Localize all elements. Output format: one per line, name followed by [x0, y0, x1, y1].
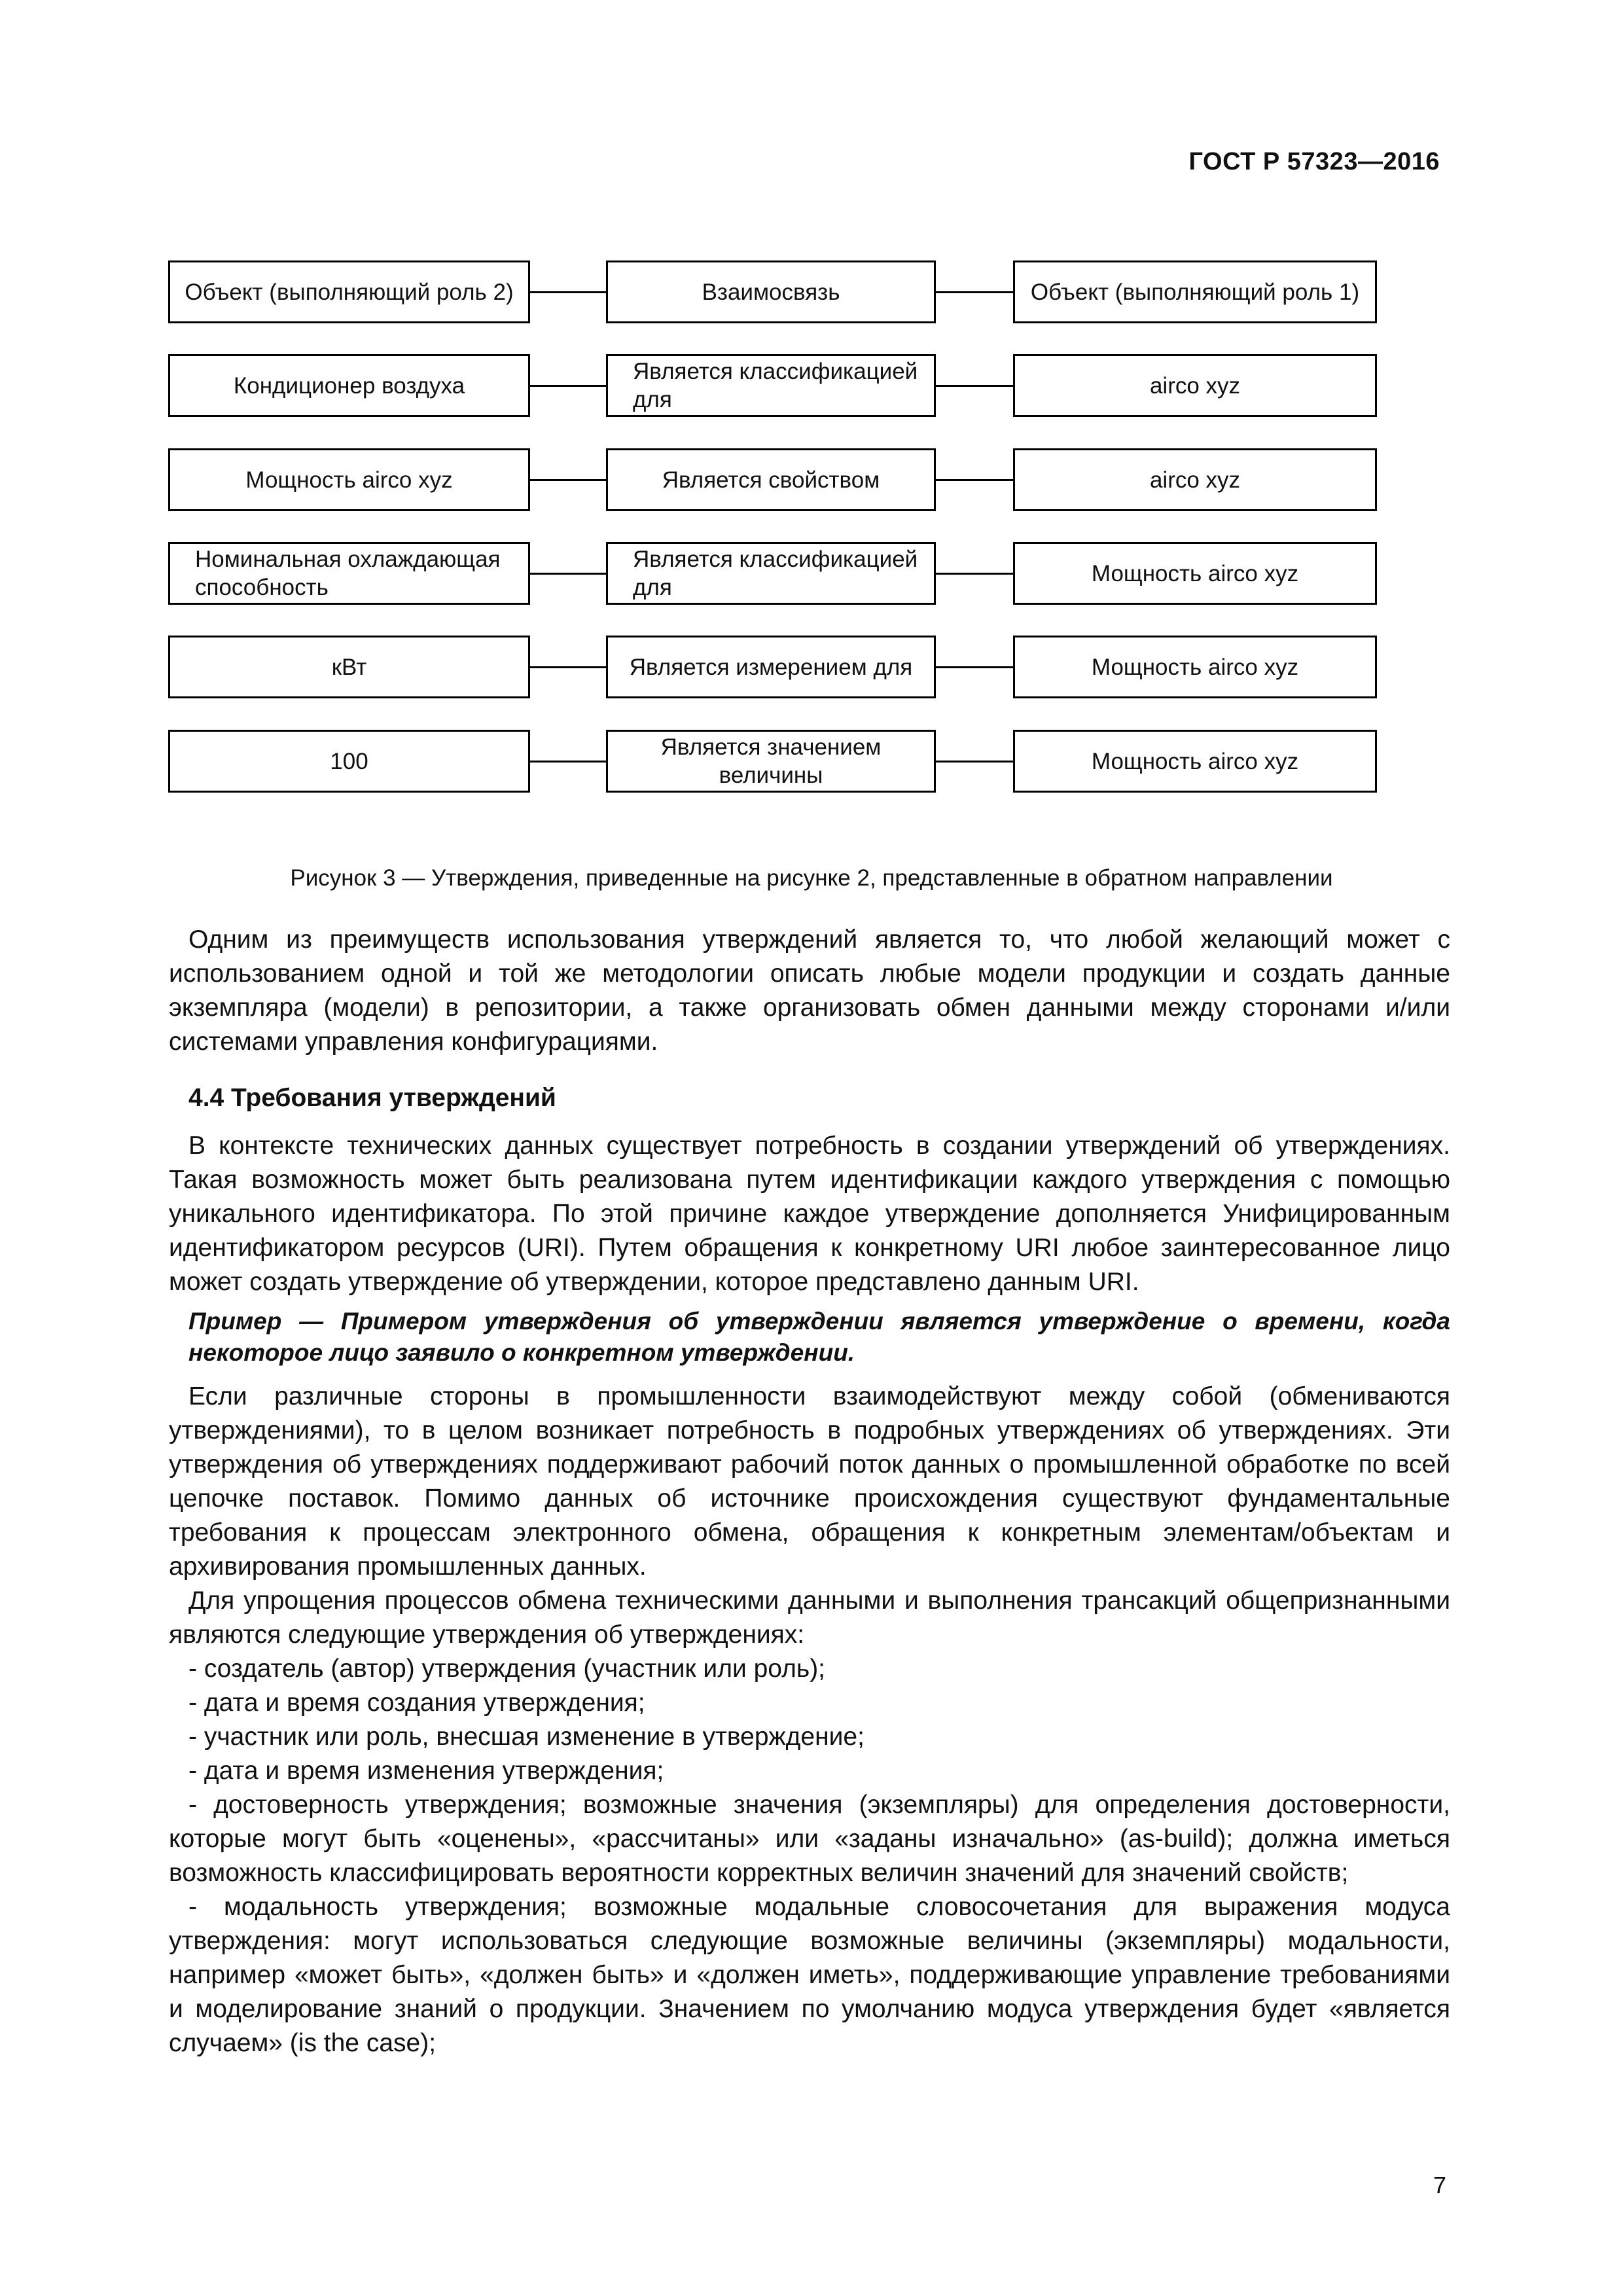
diagram-relation-box: Является классификацией для: [606, 354, 936, 417]
diagram-object-box: Мощность airco xyz: [1013, 636, 1377, 698]
list-item: - достоверность утверждения; возможные значения (экземпляры) для определения достоверности, которые могут быть «оценены», «рассчитаны» или «заданы изначально» (as-build); должна иметься возможность классифицировать вероятности корректных величин значений для значений свойств;: [169, 1791, 1450, 1887]
paragraph-block: [169, 1380, 1450, 2060]
connector-line: [934, 573, 1015, 575]
paragraph-text: Для упрощения процессов обмена техническими данными и выполнения трансакций общепризнанными являются следующие утверждения об утверждениях:: [169, 1587, 1450, 1649]
example-note: Пример — Примером утверждения об утверждении является утверждение о времени, когда некоторое лицо заявило о конкретном утверждении.: [188, 1308, 1450, 1366]
diagram-subject-box: Мощность airco xyz: [168, 448, 530, 511]
paragraph-text: Если различные стороны в промышленности взаимодействуют между собой (обмениваются утверждениями), то в целом возникает потребность в подробных утверждениях об утверждениях. Эти утверждения об утверждениях поддерживают рабочий поток данных о промышленной обработке по всей цепочке поставок. Помимо данных об источнике происхождения существуют фундаментальные требования к процессам электронного обмена, обращения к конкретным элементам/объектам и архивирования промышленных данных.: [169, 1382, 1450, 1581]
page-number: 7: [1433, 2172, 1446, 2198]
list-item: - модальность утверждения; возможные модальные словосочетания для выражения модуса утверждения: могут использоваться следующие возможные величины (экземпляры) модальности, например «может быть», «должен быть» и «должен иметь», поддерживающие управление требованиями и моделирование знаний о продукции. Значением по умолчанию модуса утверждения будет «является случаем» (is the case);: [169, 1893, 1450, 2057]
document-header: ГОСТ Р 57323—2016: [1188, 148, 1440, 175]
diagram-object-box: airco xyz: [1013, 448, 1377, 511]
figure-caption: Рисунок 3 — Утверждения, приведенные на рисунке 2, представленные в обратном направлении: [290, 865, 1333, 891]
paragraph-text: В контексте технических данных существует потребность в создании утверждений об утверждениях. Такая возможность может быть реализована путем идентификации каждого утверждения с помощью уникального идентификатора. По этой причине каждое утверждение дополняется Унифицированным идентификатором ресурсов (URI). Путем обращения к конкретному URI любое заинтересованное лицо может создать утверждение об утверждении, которое представлено данным URI.: [169, 1132, 1450, 1296]
paragraph: [169, 923, 1450, 1059]
connector-line: [934, 666, 1015, 668]
connector-line: [528, 291, 608, 293]
diagram-subject-box: Объект (выполняющий роль 2): [168, 260, 530, 323]
connector-line: [934, 761, 1015, 762]
diagram-object-box: Объект (выполняющий роль 1): [1013, 260, 1377, 323]
list-item: - создатель (автор) утверждения (участник или роль);: [188, 1655, 826, 1683]
connector-line: [934, 291, 1015, 293]
statements-diagram: [0, 0, 1623, 851]
list-item: - дата и время создания утверждения;: [188, 1689, 645, 1717]
connector-line: [528, 385, 608, 387]
diagram-relation-box: Является классификацией для: [606, 542, 936, 605]
diagram-relation-box: Является значением величины: [606, 730, 936, 793]
connector-line: [528, 761, 608, 762]
list-item: - дата и время изменения утверждения;: [188, 1757, 664, 1785]
diagram-relation-box: Является свойством: [606, 448, 936, 511]
diagram-relation-box: Является измерением для: [606, 636, 936, 698]
connector-line: [528, 479, 608, 481]
paragraph: [169, 1129, 1450, 1299]
diagram-relation-box: Взаимосвязь: [606, 260, 936, 323]
section-heading: 4.4 Требования утверждений: [188, 1084, 556, 1112]
list-item: - участник или роль, внесшая изменение в утверждение;: [188, 1723, 865, 1751]
paragraph-text: Одним из преимуществ использования утверждений является то, что любой желающий может с использованием одной и той же методологии описать любые модели продукции и создать данные экземпляра (модели) в репозитории, а также организовать обмен данными между сторонами и/или системами управления конфигурациями.: [169, 925, 1450, 1056]
connector-line: [528, 666, 608, 668]
diagram-object-box: airco xyz: [1013, 354, 1377, 417]
connector-line: [528, 573, 608, 575]
diagram-subject-box: кВт: [168, 636, 530, 698]
diagram-subject-box: 100: [168, 730, 530, 793]
connector-line: [934, 385, 1015, 387]
diagram-subject-box: Кондиционер воздуха: [168, 354, 530, 417]
diagram-subject-box: Номинальная охлаждающая способность: [168, 542, 530, 605]
diagram-object-box: Мощность airco xyz: [1013, 730, 1377, 793]
diagram-object-box: Мощность airco xyz: [1013, 542, 1377, 605]
connector-line: [934, 479, 1015, 481]
